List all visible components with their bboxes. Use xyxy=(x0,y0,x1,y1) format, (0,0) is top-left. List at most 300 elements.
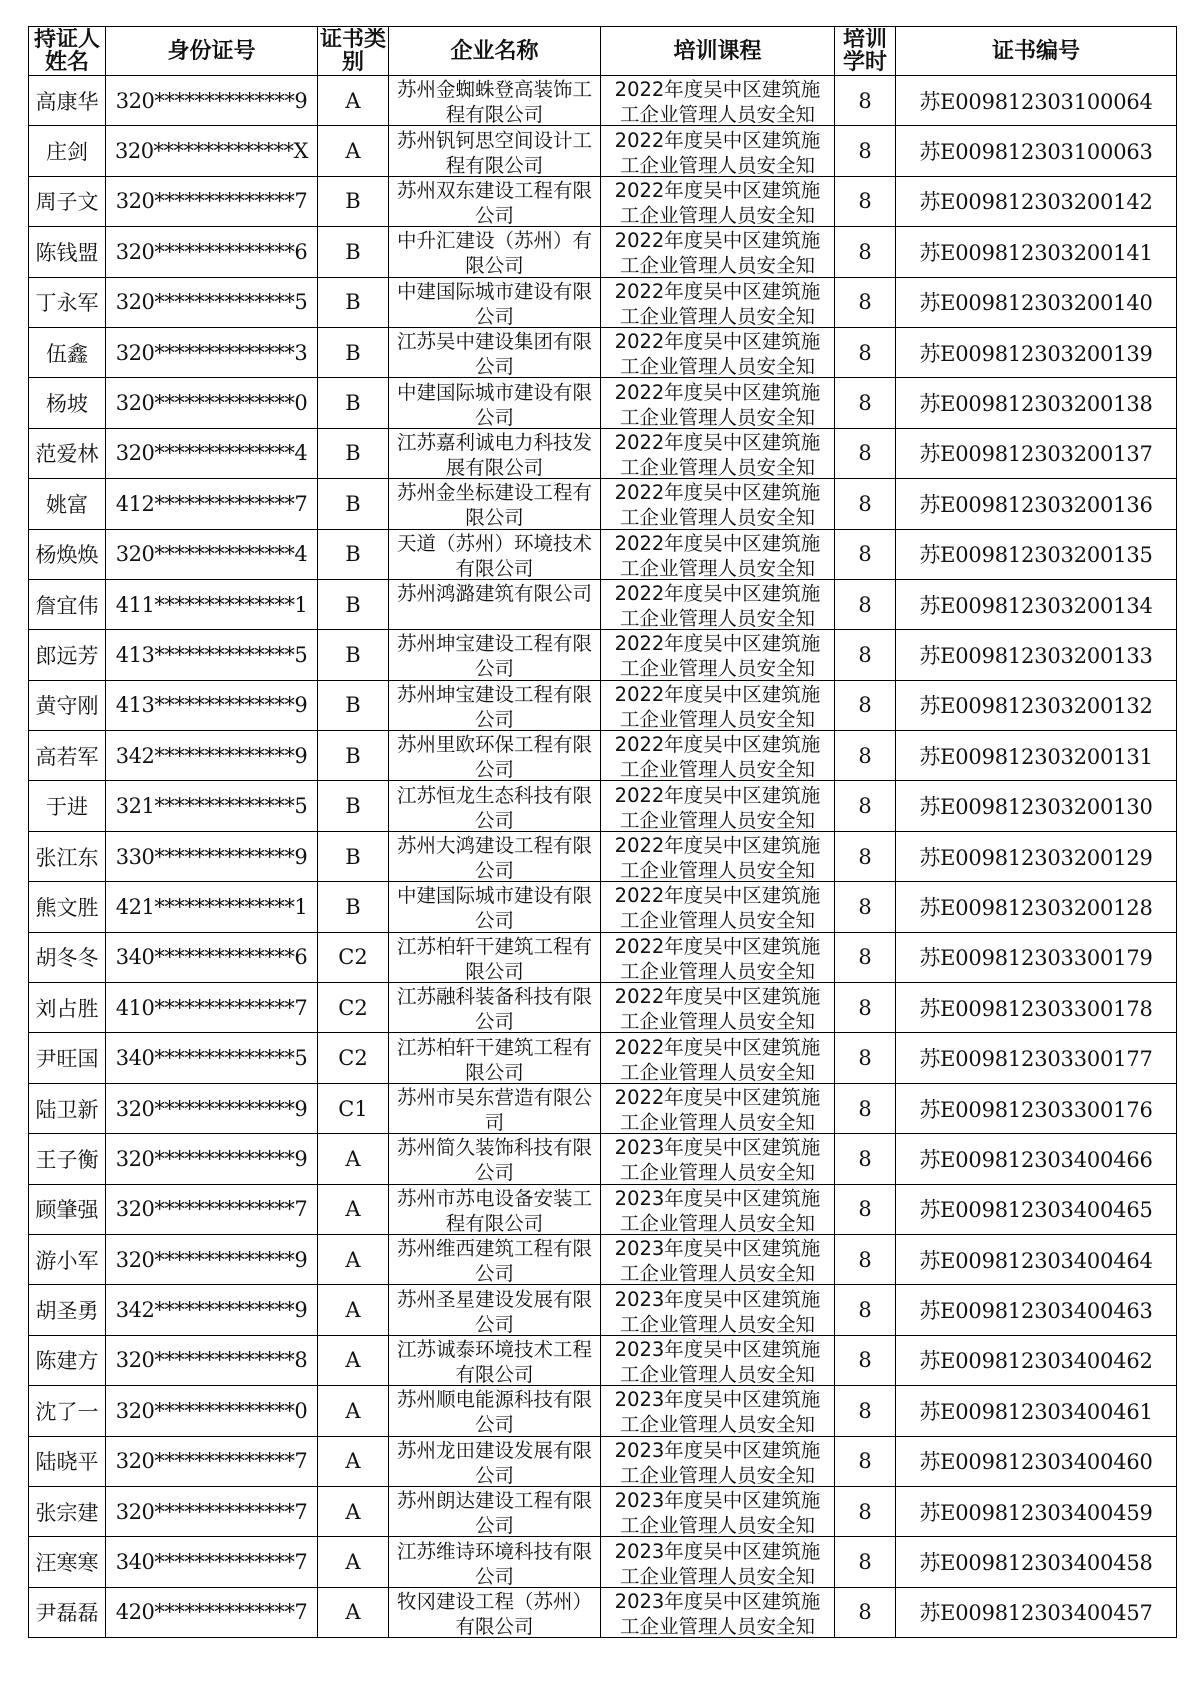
cell-cert-number: 苏E009812303400458 xyxy=(896,1537,1177,1587)
cell-training-course xyxy=(601,781,835,831)
cell-training-course-text: 2022年度吴中区建筑施工企业管理人员安全知 xyxy=(614,934,821,982)
cell-training-course xyxy=(601,831,835,881)
cell-holder-name: 尹旺国 xyxy=(29,1033,106,1083)
cell-training-hours: 8 xyxy=(835,1587,896,1637)
cell-company-name xyxy=(389,428,601,478)
cell-company-name xyxy=(389,932,601,982)
cell-company-name xyxy=(389,1335,601,1385)
header-company-name: 企业名称 xyxy=(389,27,601,76)
table-row xyxy=(29,579,1177,629)
table-row xyxy=(29,1033,1177,1083)
cell-training-course-text: 2022年度吴中区建筑施工企业管理人员安全知 xyxy=(614,430,821,478)
cell-cert-category: A xyxy=(318,1486,389,1536)
cell-training-hours: 8 xyxy=(835,1083,896,1133)
cell-cert-number: 苏E009812303100063 xyxy=(896,126,1177,176)
cell-company-name xyxy=(389,1587,601,1637)
cell-training-course xyxy=(601,176,835,226)
cell-training-course-text: 2022年度吴中区建筑施工企业管理人员安全知 xyxy=(614,128,821,176)
cell-training-hours: 8 xyxy=(835,831,896,881)
cell-cert-category: A xyxy=(318,126,389,176)
table-row xyxy=(29,1134,1177,1184)
cell-training-course-text: 2022年度吴中区建筑施工企业管理人员安全知 xyxy=(614,531,821,579)
cell-training-hours: 8 xyxy=(835,1234,896,1284)
header-cert-number: 证书编号 xyxy=(896,27,1177,76)
cell-company-name xyxy=(389,1083,601,1133)
cell-cert-category: C2 xyxy=(318,932,389,982)
cell-company-name xyxy=(389,1436,601,1486)
cell-cert-number: 苏E009812303300179 xyxy=(896,932,1177,982)
cell-id-number: 320**************0 xyxy=(106,1386,318,1436)
cell-company-name xyxy=(389,1033,601,1083)
cell-cert-number: 苏E009812303200137 xyxy=(896,428,1177,478)
cell-holder-name: 郎远芳 xyxy=(29,630,106,680)
cell-training-course xyxy=(601,1486,835,1536)
cell-training-course xyxy=(601,1134,835,1184)
cell-training-hours: 8 xyxy=(835,983,896,1033)
cell-cert-category: A xyxy=(318,76,389,126)
cell-holder-name: 胡圣勇 xyxy=(29,1285,106,1335)
cell-cert-category: A xyxy=(318,1285,389,1335)
cell-id-number: 320**************4 xyxy=(106,428,318,478)
cell-training-course xyxy=(601,1184,835,1234)
cell-training-course-text: 2022年度吴中区建筑施工企业管理人员安全知 xyxy=(614,783,821,831)
cell-cert-number: 苏E009812303200139 xyxy=(896,327,1177,377)
cell-id-number: 413**************9 xyxy=(106,680,318,730)
cell-company-name xyxy=(389,579,601,629)
cell-training-course xyxy=(601,126,835,176)
table-row xyxy=(29,176,1177,226)
cell-cert-number: 苏E009812303200140 xyxy=(896,277,1177,327)
cell-training-course xyxy=(601,428,835,478)
cell-training-course-text: 2023年度吴中区建筑施工企业管理人员安全知 xyxy=(614,1539,821,1587)
table-row xyxy=(29,932,1177,982)
cell-company-name-text: 苏州钒钶思空间设计工程有限公司 xyxy=(396,128,592,176)
cell-training-course xyxy=(601,579,835,629)
cell-cert-number: 苏E009812303300178 xyxy=(896,983,1177,1033)
cell-cert-number: 苏E009812303400465 xyxy=(896,1184,1177,1234)
cell-id-number: 320**************3 xyxy=(106,327,318,377)
cell-holder-name: 周子文 xyxy=(29,176,106,226)
cell-training-course xyxy=(601,76,835,126)
cell-cert-number: 苏E009812303200130 xyxy=(896,781,1177,831)
cell-company-name-text: 江苏柏轩干建筑工程有限公司 xyxy=(396,1035,592,1083)
cell-training-course-text: 2022年度吴中区建筑施工企业管理人员安全知 xyxy=(614,834,821,882)
cell-id-number: 320**************7 xyxy=(106,1486,318,1536)
cell-holder-name: 庄剑 xyxy=(29,126,106,176)
cell-company-name xyxy=(389,1386,601,1436)
cell-training-course-text: 2022年度吴中区建筑施工企业管理人员安全知 xyxy=(614,279,821,327)
cell-training-course-text: 2022年度吴中区建筑施工企业管理人员安全知 xyxy=(614,632,821,680)
cell-holder-name: 尹磊磊 xyxy=(29,1587,106,1637)
table-row xyxy=(29,479,1177,529)
cell-training-course-text: 2022年度吴中区建筑施工企业管理人员安全知 xyxy=(614,380,821,428)
table-row xyxy=(29,630,1177,680)
cell-holder-name: 姚富 xyxy=(29,479,106,529)
cell-id-number: 420**************7 xyxy=(106,1587,318,1637)
cell-holder-name: 范爱林 xyxy=(29,428,106,478)
cell-training-hours: 8 xyxy=(835,227,896,277)
cell-id-number: 320**************0 xyxy=(106,378,318,428)
table-row xyxy=(29,781,1177,831)
table-row xyxy=(29,1234,1177,1284)
cell-training-hours: 8 xyxy=(835,630,896,680)
cell-training-hours: 8 xyxy=(835,529,896,579)
header-cert-category: 证书类别 xyxy=(318,27,389,76)
cell-cert-number: 苏E009812303400457 xyxy=(896,1587,1177,1637)
cell-holder-name: 陈钱盟 xyxy=(29,227,106,277)
table-row xyxy=(29,1587,1177,1637)
cell-training-hours: 8 xyxy=(835,428,896,478)
cell-training-course-text: 2023年度吴中区建筑施工企业管理人员安全知 xyxy=(614,1388,821,1436)
table-row xyxy=(29,983,1177,1033)
cell-cert-category: B xyxy=(318,781,389,831)
cell-training-course-text: 2022年度吴中区建筑施工企业管理人员安全知 xyxy=(614,78,821,126)
cell-company-name xyxy=(389,1184,601,1234)
cell-training-course-text: 2022年度吴中区建筑施工企业管理人员安全知 xyxy=(614,229,821,277)
cell-cert-category: A xyxy=(318,1386,389,1436)
cell-training-hours: 8 xyxy=(835,1436,896,1486)
header-holder-name: 持证人姓名 xyxy=(29,27,106,76)
cell-training-course xyxy=(601,529,835,579)
cell-training-course-text: 2022年度吴中区建筑施工企业管理人员安全知 xyxy=(614,582,821,630)
cell-training-course-text: 2023年度吴中区建筑施工企业管理人员安全知 xyxy=(614,1438,821,1486)
cell-cert-number: 苏E009812303200131 xyxy=(896,731,1177,781)
cell-training-course-text: 2022年度吴中区建筑施工企业管理人员安全知 xyxy=(614,481,821,529)
cell-training-course-text: 2022年度吴中区建筑施工企业管理人员安全知 xyxy=(614,884,821,932)
cell-cert-category: B xyxy=(318,176,389,226)
table-row xyxy=(29,378,1177,428)
cell-cert-number: 苏E009812303200142 xyxy=(896,176,1177,226)
cell-holder-name: 张宗建 xyxy=(29,1486,106,1536)
cell-training-course xyxy=(601,1234,835,1284)
cell-cert-category: A xyxy=(318,1587,389,1637)
cell-company-name-text: 苏州金坐标建设工程有限公司 xyxy=(396,481,592,529)
cell-training-course-text: 2022年度吴中区建筑施工企业管理人员安全知 xyxy=(614,985,821,1033)
cell-cert-number: 苏E009812303100064 xyxy=(896,76,1177,126)
cell-company-name xyxy=(389,1486,601,1536)
table-row xyxy=(29,1386,1177,1436)
header-training-course: 培训课程 xyxy=(601,27,835,76)
cell-cert-number: 苏E009812303400461 xyxy=(896,1386,1177,1436)
cell-id-number: 340**************5 xyxy=(106,1033,318,1083)
cell-training-course-text: 2023年度吴中区建筑施工企业管理人员安全知 xyxy=(614,1186,821,1234)
table-row xyxy=(29,882,1177,932)
cell-holder-name: 沈了一 xyxy=(29,1386,106,1436)
cell-training-course-text: 2023年度吴中区建筑施工企业管理人员安全知 xyxy=(614,1489,821,1537)
cell-company-name-text: 苏州市吴东营造有限公司 xyxy=(396,1086,592,1133)
cell-holder-name: 陆卫新 xyxy=(29,1083,106,1133)
cell-company-name xyxy=(389,76,601,126)
cell-holder-name: 陈建方 xyxy=(29,1335,106,1385)
cell-company-name-text: 中升汇建设（苏州）有限公司 xyxy=(396,229,592,277)
cell-id-number: 320**************7 xyxy=(106,176,318,226)
cell-cert-number: 苏E009812303400466 xyxy=(896,1134,1177,1184)
cell-company-name-text: 苏州龙田建设发展有限公司 xyxy=(396,1438,592,1486)
cell-cert-number: 苏E009812303200134 xyxy=(896,579,1177,629)
cell-holder-name: 于进 xyxy=(29,781,106,831)
cell-cert-number: 苏E009812303200135 xyxy=(896,529,1177,579)
cell-cert-number: 苏E009812303200141 xyxy=(896,227,1177,277)
cell-company-name xyxy=(389,126,601,176)
cell-cert-category: B xyxy=(318,277,389,327)
cell-cert-category: B xyxy=(318,529,389,579)
cell-cert-category: B xyxy=(318,882,389,932)
cell-cert-category: B xyxy=(318,378,389,428)
cell-training-course xyxy=(601,1285,835,1335)
cell-cert-category: B xyxy=(318,327,389,377)
cell-cert-category: A xyxy=(318,1436,389,1486)
cell-company-name xyxy=(389,479,601,529)
cell-cert-category: B xyxy=(318,731,389,781)
cell-company-name-text: 江苏柏轩干建筑工程有限公司 xyxy=(396,934,592,982)
certificate-table xyxy=(28,26,1177,1638)
cell-training-course-text: 2022年度吴中区建筑施工企业管理人员安全知 xyxy=(614,733,821,781)
cell-company-name xyxy=(389,781,601,831)
cell-holder-name: 王子衡 xyxy=(29,1134,106,1184)
cell-holder-name: 黄守刚 xyxy=(29,680,106,730)
cell-training-course-text: 2022年度吴中区建筑施工企业管理人员安全知 xyxy=(614,682,821,730)
cell-company-name xyxy=(389,1234,601,1284)
cell-company-name xyxy=(389,1134,601,1184)
cell-training-course xyxy=(601,680,835,730)
table-row xyxy=(29,1184,1177,1234)
cell-training-hours: 8 xyxy=(835,126,896,176)
cell-cert-number: 苏E009812303400463 xyxy=(896,1285,1177,1335)
cell-company-name-text: 苏州大鸿建设工程有限公司 xyxy=(396,834,592,882)
table-row xyxy=(29,126,1177,176)
cell-holder-name: 刘占胜 xyxy=(29,983,106,1033)
cell-company-name-text: 中建国际城市建设有限公司 xyxy=(396,884,592,932)
cell-cert-category: B xyxy=(318,227,389,277)
cell-id-number: 320**************4 xyxy=(106,529,318,579)
table-row xyxy=(29,1436,1177,1486)
cell-cert-category: C2 xyxy=(318,1033,389,1083)
cell-cert-category: C1 xyxy=(318,1083,389,1133)
cell-cert-number: 苏E009812303400459 xyxy=(896,1486,1177,1536)
cell-holder-name: 詹宜伟 xyxy=(29,579,106,629)
cell-holder-name: 熊文胜 xyxy=(29,882,106,932)
cell-holder-name: 杨坡 xyxy=(29,378,106,428)
cell-id-number: 421**************1 xyxy=(106,882,318,932)
cell-training-course-text: 2022年度吴中区建筑施工企业管理人员安全知 xyxy=(614,330,821,378)
cell-holder-name: 顾肇强 xyxy=(29,1184,106,1234)
cell-training-hours: 8 xyxy=(835,1386,896,1436)
cell-training-course xyxy=(601,882,835,932)
cell-holder-name: 伍鑫 xyxy=(29,327,106,377)
cell-training-hours: 8 xyxy=(835,1033,896,1083)
cell-company-name xyxy=(389,176,601,226)
cell-training-course xyxy=(601,630,835,680)
cell-holder-name: 胡冬冬 xyxy=(29,932,106,982)
cell-company-name-text: 苏州坤宝建设工程有限公司 xyxy=(396,632,592,680)
cell-cert-category: B xyxy=(318,680,389,730)
cell-training-hours: 8 xyxy=(835,277,896,327)
cell-id-number: 320**************5 xyxy=(106,277,318,327)
cell-company-name xyxy=(389,378,601,428)
table-row xyxy=(29,76,1177,126)
cell-company-name xyxy=(389,731,601,781)
cell-id-number: 330**************9 xyxy=(106,831,318,881)
cell-holder-name: 高康华 xyxy=(29,76,106,126)
cell-company-name-text: 苏州金蜘蛛登高装饰工程有限公司 xyxy=(396,78,592,126)
cell-training-hours: 8 xyxy=(835,479,896,529)
cell-holder-name: 高若军 xyxy=(29,731,106,781)
table-row xyxy=(29,327,1177,377)
cell-training-course xyxy=(601,1587,835,1637)
table-row xyxy=(29,1083,1177,1133)
cell-company-name xyxy=(389,327,601,377)
cell-id-number: 411**************1 xyxy=(106,579,318,629)
cell-training-course xyxy=(601,1436,835,1486)
cell-cert-number: 苏E009812303300177 xyxy=(896,1033,1177,1083)
cell-company-name-text: 苏州坤宝建设工程有限公司 xyxy=(396,682,592,730)
header-id-number: 身份证号 xyxy=(106,27,318,76)
cell-cert-number: 苏E009812303200136 xyxy=(896,479,1177,529)
cell-training-course-text: 2022年度吴中区建筑施工企业管理人员安全知 xyxy=(614,1086,821,1133)
table-row xyxy=(29,1285,1177,1335)
cell-training-course-text: 2023年度吴中区建筑施工企业管理人员安全知 xyxy=(614,1287,821,1335)
table-row xyxy=(29,1537,1177,1587)
cell-cert-category: B xyxy=(318,479,389,529)
cell-cert-number: 苏E009812303400462 xyxy=(896,1335,1177,1385)
cell-holder-name: 杨焕焕 xyxy=(29,529,106,579)
table-row xyxy=(29,227,1177,277)
cell-company-name-text: 苏州里欧环保工程有限公司 xyxy=(396,733,592,781)
cell-holder-name: 陆晓平 xyxy=(29,1436,106,1486)
cell-cert-number: 苏E009812303200133 xyxy=(896,630,1177,680)
cell-training-hours: 8 xyxy=(835,1184,896,1234)
cell-training-course-text: 2023年度吴中区建筑施工企业管理人员安全知 xyxy=(614,1589,821,1637)
cell-training-hours: 8 xyxy=(835,76,896,126)
cell-company-name-text: 江苏吴中建设集团有限公司 xyxy=(396,330,592,378)
cell-training-course-text: 2022年度吴中区建筑施工企业管理人员安全知 xyxy=(614,1035,821,1083)
table-row xyxy=(29,680,1177,730)
cell-company-name xyxy=(389,529,601,579)
cell-company-name-text: 江苏诚泰环境技术工程有限公司 xyxy=(396,1337,592,1385)
cell-training-hours: 8 xyxy=(835,1335,896,1385)
table-row xyxy=(29,529,1177,579)
cell-cert-category: A xyxy=(318,1184,389,1234)
cell-id-number: 321**************5 xyxy=(106,781,318,831)
cell-company-name xyxy=(389,831,601,881)
cell-training-course xyxy=(601,1083,835,1133)
cell-training-course xyxy=(601,1537,835,1587)
cell-id-number: 320**************7 xyxy=(106,1184,318,1234)
cell-cert-number: 苏E009812303200132 xyxy=(896,680,1177,730)
cell-cert-number: 苏E009812303400464 xyxy=(896,1234,1177,1284)
cell-training-hours: 8 xyxy=(835,327,896,377)
header-training-hours: 培训学时 xyxy=(835,27,896,76)
cell-id-number: 413**************5 xyxy=(106,630,318,680)
cell-company-name xyxy=(389,1285,601,1335)
cell-training-course xyxy=(601,327,835,377)
cell-company-name-text: 江苏维诗环境科技有限公司 xyxy=(396,1539,592,1587)
cell-cert-number: 苏E009812303200129 xyxy=(896,831,1177,881)
cell-cert-category: A xyxy=(318,1537,389,1587)
cell-company-name-text: 天道（苏州）环境技术有限公司 xyxy=(396,531,592,579)
cell-training-course-text: 2022年度吴中区建筑施工企业管理人员安全知 xyxy=(614,178,821,226)
cell-training-course-text: 2023年度吴中区建筑施工企业管理人员安全知 xyxy=(614,1337,821,1385)
table-row xyxy=(29,277,1177,327)
cell-company-name xyxy=(389,630,601,680)
table-row xyxy=(29,428,1177,478)
cell-holder-name: 游小军 xyxy=(29,1234,106,1284)
cell-holder-name: 汪寒寒 xyxy=(29,1537,106,1587)
cell-id-number: 320**************6 xyxy=(106,227,318,277)
cell-company-name-text: 苏州朗达建设工程有限公司 xyxy=(396,1489,592,1537)
cell-company-name xyxy=(389,882,601,932)
cell-training-hours: 8 xyxy=(835,781,896,831)
cell-training-hours: 8 xyxy=(835,378,896,428)
table-row xyxy=(29,831,1177,881)
cell-training-course xyxy=(601,378,835,428)
cell-cert-number: 苏E009812303300176 xyxy=(896,1083,1177,1133)
cell-training-hours: 8 xyxy=(835,1537,896,1587)
table-row xyxy=(29,731,1177,781)
cell-id-number: 320**************9 xyxy=(106,1234,318,1284)
table-row xyxy=(29,1486,1177,1536)
cell-id-number: 320**************8 xyxy=(106,1335,318,1385)
cell-company-name-text: 苏州鸿潞建筑有限公司 xyxy=(396,582,592,606)
cell-cert-number: 苏E009812303200138 xyxy=(896,378,1177,428)
cell-training-course xyxy=(601,932,835,982)
table-header-row xyxy=(29,27,1177,76)
cell-cert-number: 苏E009812303200128 xyxy=(896,882,1177,932)
cell-company-name-text: 苏州简久装饰科技有限公司 xyxy=(396,1136,592,1184)
table-row xyxy=(29,1335,1177,1385)
cell-id-number: 320**************9 xyxy=(106,76,318,126)
cell-training-course xyxy=(601,983,835,1033)
cell-company-name-text: 苏州市苏电设备安装工程有限公司 xyxy=(396,1186,592,1234)
cell-company-name xyxy=(389,983,601,1033)
cell-training-hours: 8 xyxy=(835,579,896,629)
cell-training-hours: 8 xyxy=(835,176,896,226)
cell-cert-category: A xyxy=(318,1134,389,1184)
cell-company-name-text: 牧冈建设工程（苏州）有限公司 xyxy=(396,1589,592,1637)
cell-training-course xyxy=(601,227,835,277)
cell-id-number: 320**************7 xyxy=(106,1436,318,1486)
cell-training-course xyxy=(601,1335,835,1385)
cell-id-number: 410**************7 xyxy=(106,983,318,1033)
cell-training-course xyxy=(601,1386,835,1436)
cell-training-hours: 8 xyxy=(835,882,896,932)
cell-company-name-text: 江苏融科装备科技有限公司 xyxy=(396,985,592,1033)
cell-training-course xyxy=(601,479,835,529)
cell-company-name-text: 江苏恒龙生态科技有限公司 xyxy=(396,783,592,831)
cell-cert-category: A xyxy=(318,1234,389,1284)
cell-cert-category: C2 xyxy=(318,983,389,1033)
cell-id-number: 340**************6 xyxy=(106,932,318,982)
cell-company-name-text: 苏州维西建筑工程有限公司 xyxy=(396,1237,592,1285)
cell-company-name-text: 苏州圣星建设发展有限公司 xyxy=(396,1287,592,1335)
cell-training-hours: 8 xyxy=(835,1285,896,1335)
cell-company-name xyxy=(389,227,601,277)
cell-training-course xyxy=(601,277,835,327)
cell-company-name-text: 江苏嘉利诚电力科技发展有限公司 xyxy=(396,430,592,478)
cell-training-hours: 8 xyxy=(835,932,896,982)
cell-training-course-text: 2023年度吴中区建筑施工企业管理人员安全知 xyxy=(614,1136,821,1184)
cell-company-name xyxy=(389,1537,601,1587)
cell-id-number: 342**************9 xyxy=(106,1285,318,1335)
cell-cert-number: 苏E009812303400460 xyxy=(896,1436,1177,1486)
cell-company-name-text: 中建国际城市建设有限公司 xyxy=(396,279,592,327)
cell-cert-category: A xyxy=(318,1335,389,1385)
cell-cert-category: B xyxy=(318,831,389,881)
cell-training-course xyxy=(601,731,835,781)
cell-holder-name: 张江东 xyxy=(29,831,106,881)
cell-company-name xyxy=(389,680,601,730)
cell-training-course xyxy=(601,1033,835,1083)
